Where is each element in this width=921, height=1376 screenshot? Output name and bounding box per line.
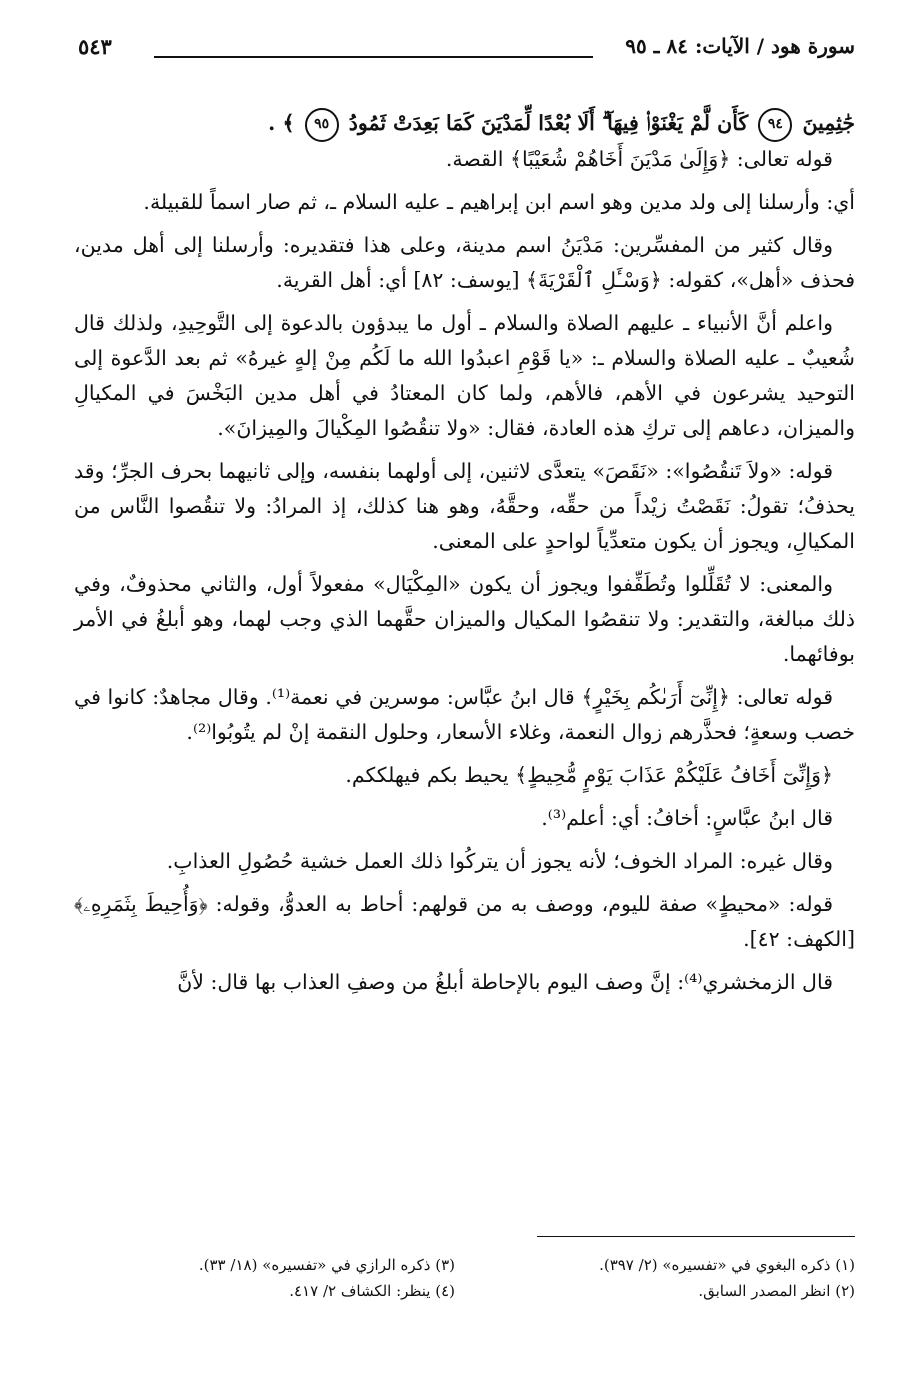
- paragraph-9: قال ابنُ عبَّاسٍ: أخافُ: أي: أعلم⁽³⁾.: [541, 805, 833, 830]
- page-number: ٥٤٣: [78, 34, 112, 59]
- footnote-2: (٢) انظر المصدر السابق.: [698, 1282, 855, 1300]
- paragraph-7: قوله تعالى: ﴿إِنِّىٓ أَرَىٰكُم بِخَيْرٍ﴾ قال ابنُ عبَّاس: موسرين في نعمة⁽¹⁾. وقال مجاهدٌ: كانوا في خصب وسعةٍ؛ فحذَّرهم زوال النعمة، وغلاء الأسعار، وحلول النقمة إنْ لم يتُوبُوا⁽²⁾.: [74, 684, 855, 744]
- paragraph-8: ﴿وَإِنِّىٓ أَخَافُ عَلَيْكُمْ عَذَابَ يَوْمٍ مُّحِيطٍ﴾ يحيط بكم فيهلككم.: [345, 762, 833, 787]
- footnote-4: (٤) ينظر: الكشاف ٢/ ٤١٧.: [289, 1282, 455, 1300]
- footnote-3: (٣) ذكره الرازي في «تفسيره» (١٨/ ٣٣).: [198, 1256, 455, 1274]
- paragraph-11: قوله: «محيطٍ» صفة لليوم، ووصف به من قولهم: أحاط به العدوُّ، وقوله: ﴿وَأُحِيطَ بِثَمَرِهِۦ﴾ [الكهف: ٤٢].: [74, 891, 855, 951]
- paragraph-12: قال الزمخشري⁽⁴⁾: إنَّ وصف اليوم بالإحاطة أبلغُ من وصفِ العذاب بها قال: لأنَّ: [177, 969, 833, 994]
- page-header: [78, 34, 855, 64]
- paragraph-4: واعلم أنَّ الأنبياء ـ عليهم الصلاة والسلام ـ أول ما يبدؤون بالدعوة إلى التَّوحِيدِ، ولذلك قال شُعيبٌ ـ عليه الصلاة والسلام ـ: «يا قَوْمِ اعبدُوا الله ما لَكُم مِنْ إلهٍ غيرهُ» ثم بعد الدَّعوة إلى التوحيد يشرعون في الأهم، فالأهم، ولما كان المعتادُ في أهل مدين البَخْسَ في المكيالِ والميزان، دعاهم إلى تركِ هذه العادة، فقال: «ولا تنقُصُوا المِكْيالَ والمِيزانَ».: [74, 310, 855, 440]
- footnote-column-left: [125, 1252, 455, 1304]
- ayah-number-95: ٩٥: [305, 108, 339, 142]
- footnote-1: (١) ذكره البغوي في «تفسيره» (٢/ ٣٩٧).: [599, 1256, 855, 1274]
- paragraph-6: والمعنى: لا تُقَلِّلوا وتُطَفِّفوا ويجوز أن يكون «المِكْيَال» مفعولاً أول، والثاني محذوفٌ، وفي ذلك مبالغة، والتقدير: ولا تنقصُوا المكيال والميزان حقَّهما الذي وجب لهما، وهو أبلغُ في الأمر بوفائهما.: [74, 571, 855, 666]
- verse-word: جَٰثِمِينَ: [802, 111, 855, 135]
- header-rule-dash: [154, 56, 593, 58]
- surah-title: سورة هود / الآيات: ٨٤ ـ ٩٥: [625, 34, 855, 58]
- paragraph-5: قوله: «ولاَ تَنقُصُوا»: «نَقَصَ» يتعدَّى لاثنين، إلى أولهما بنفسه، وإلى ثانيهما بحرف الجرِّ؛ وقد يحذفُ؛ تقولُ: نَقَصْتُ زيْداً من حقِّه، وحقَّهُ، وهو هنا كذلك، إذ المرادُ: ولا تنقُصوا النَّاس من المكيالِ، ويجوز أن يكون متعدِّياً لواحدٍ على المعنى.: [74, 458, 855, 553]
- footnote-rule: [537, 1236, 855, 1237]
- footnote-column-right: [525, 1252, 855, 1304]
- paragraph-10: وقال غيره: المراد الخوف؛ لأنه يجوز أن يتركُوا ذلك العمل خشية حُصُولِ العذابِ.: [166, 848, 833, 873]
- ayah-number-94: ٩٤: [758, 108, 792, 142]
- verse-line: [74, 106, 855, 142]
- paragraph-1: قوله تعالى: ﴿وَإِلَىٰ مَدْيَنَ أَخَاهُمْ شُعَيْبًا﴾ القصة.: [445, 146, 833, 171]
- verse-close: ﴾ .: [268, 111, 295, 135]
- paragraph-2: أي: وأرسلنا إلى ولد مدين وهو اسم ابن إبراهيم ـ عليه السلام ـ، ثم صار اسماً للقبيلة.: [143, 189, 855, 214]
- paragraph-3: وقال كثير من المفسِّرين: مَدْيَنُ اسم مدينة، وعلى هذا فتقديره: وأرسلنا إلى أهل مدين، فحذف «أهل»، كقوله: ﴿وَسْـَٔلِ ٱلْقَرْيَةَ﴾ [يوسف: ٨٢] أي: أهل القرية.: [74, 232, 855, 292]
- main-text: [74, 106, 855, 1000]
- verse-text: كَأَن لَّمْ يَغْنَوْا۟ فِيهَآ ۗ أَلَا بُعْدًا لِّمَدْيَنَ كَمَا بَعِدَتْ ثَمُودُ: [348, 111, 749, 135]
